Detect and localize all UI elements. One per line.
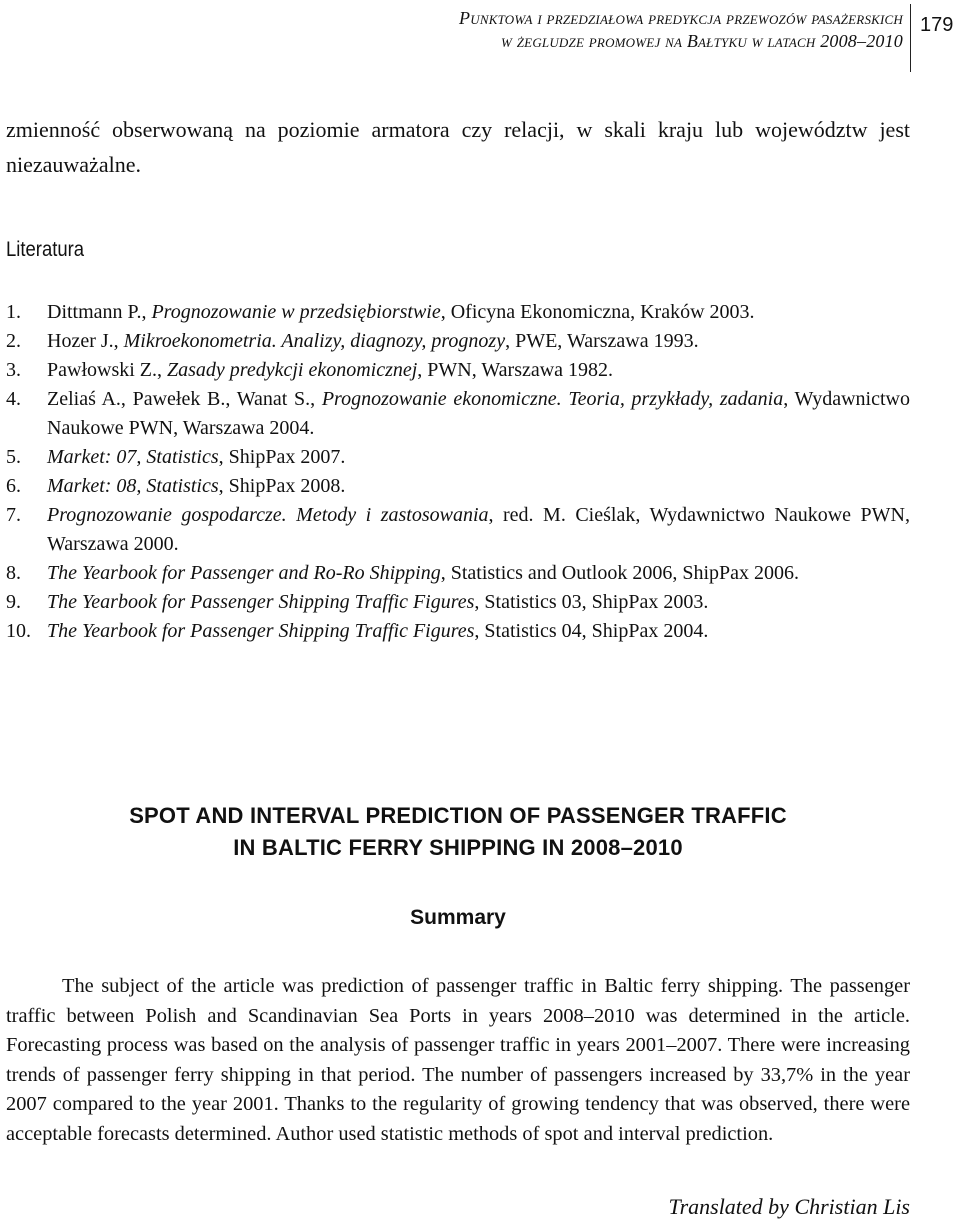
reference-details: , PWN, Warszawa 1982.: [417, 359, 614, 381]
reference-title: Market: 07, Statistics: [47, 446, 219, 468]
running-title-line-1: Punktowa i przedziałowa predykcja przewozów pasażerskich: [459, 8, 903, 28]
reference-number: 1.: [6, 301, 21, 323]
translator-credit: Translated by Christian Lis: [668, 1194, 910, 1219]
reference-title: Prognozowanie w przedsiębiorstwie: [151, 301, 441, 323]
reference-details: , Wydawnictwo Naukowe PWN, Warszawa 2004.: [47, 388, 910, 439]
reference-title: The Yearbook for Passenger Shipping Traffic Figures: [47, 591, 475, 613]
reference-authors: Pawłowski Z.,: [47, 359, 167, 381]
header-divider: [910, 4, 911, 72]
body-paragraph: zmienność obserwowaną na poziomie armatora czy relacji, w skali kraju lub województw jest niezauważalne.: [6, 117, 910, 177]
reference-item: [6, 588, 910, 617]
running-title: [459, 7, 903, 53]
reference-details: , Statistics 04, ShipPax 2004.: [474, 620, 709, 642]
page-number: 179: [920, 14, 954, 36]
reference-item: [6, 617, 910, 646]
english-title-line-2: IN BALTIC FERRY SHIPPING IN 2008–2010: [233, 835, 683, 860]
running-header: [0, 4, 960, 72]
reference-number: 7.: [6, 504, 21, 526]
reference-title: The Yearbook for Passenger and Ro-Ro Shipping: [47, 562, 441, 584]
literature-heading: Literatura: [6, 238, 85, 261]
reference-number: 4.: [6, 388, 21, 410]
reference-list: [6, 298, 910, 646]
reference-number: 2.: [6, 330, 21, 352]
reference-number: 9.: [6, 591, 21, 613]
running-title-line-2: w żegludze promowej na Bałtyku w latach 2008–2010: [501, 31, 903, 51]
reference-details: , ShipPax 2008.: [218, 475, 346, 497]
reference-item: [6, 327, 910, 356]
reference-title: Prognozowanie ekonomiczne. Teoria, przykłady, zadania: [321, 388, 784, 410]
summary-paragraph: The subject of the article was prediction of passenger traffic in Baltic ferry shipping. The passenger traffic between Polish and Scandinavian Sea Ports in years 2008–2010 was determined in the article. Forecasting process was based on the analysis of passenger traffic in years 2001–2007. There were increasing trends of passenger ferry shipping in that period. The number of passengers increased by 33,7% in the year 2007 compared to the year 2001. Thanks to the regularity of growing tendency that was observed, there were acceptable forecasts determined. Author used statistic methods of spot and interval prediction.: [6, 975, 910, 1145]
reference-item: [6, 472, 910, 501]
reference-details: , Oficyna Ekonomiczna, Kraków 2003.: [440, 301, 755, 323]
reference-item: [6, 501, 910, 559]
reference-title: Prognozowanie gospodarcze. Metody i zastosowania: [47, 504, 489, 526]
reference-authors: Hozer J.,: [47, 330, 124, 352]
reference-details: , ShipPax 2007.: [218, 446, 346, 468]
reference-item: [6, 298, 910, 327]
reference-number: 5.: [6, 446, 21, 468]
reference-number: 3.: [6, 359, 21, 381]
english-title-line-1: SPOT AND INTERVAL PREDICTION OF PASSENGER TRAFFIC: [129, 803, 787, 828]
reference-number: 10.: [6, 620, 31, 642]
reference-details: , PWE, Warszawa 1993.: [505, 330, 699, 352]
reference-details: , Statistics and Outlook 2006, ShipPax 2006.: [440, 562, 800, 584]
reference-item: [6, 385, 910, 443]
reference-title: Zasady predykcji ekonomicznej: [167, 359, 418, 381]
reference-number: 8.: [6, 562, 21, 584]
reference-item: [6, 559, 910, 588]
reference-details: , red. M. Cieślak, Wydawnictwo Naukowe PWN, Warszawa 2000.: [47, 504, 910, 555]
reference-item: [6, 443, 910, 472]
reference-title: Market: 08, Statistics: [47, 475, 219, 497]
english-article-title: [0, 800, 916, 864]
reference-authors: Dittmann P.,: [47, 301, 152, 323]
reference-details: , Statistics 03, ShipPax 2003.: [474, 591, 709, 613]
reference-number: 6.: [6, 475, 21, 497]
reference-item: [6, 356, 910, 385]
reference-title: The Yearbook for Passenger Shipping Traffic Figures: [47, 620, 475, 642]
reference-title: Mikroekonometria. Analizy, diagnozy, prognozy: [123, 330, 506, 352]
summary-heading: Summary: [410, 906, 506, 929]
reference-authors: Zeliaś A., Pawełek B., Wanat S.,: [47, 388, 322, 410]
